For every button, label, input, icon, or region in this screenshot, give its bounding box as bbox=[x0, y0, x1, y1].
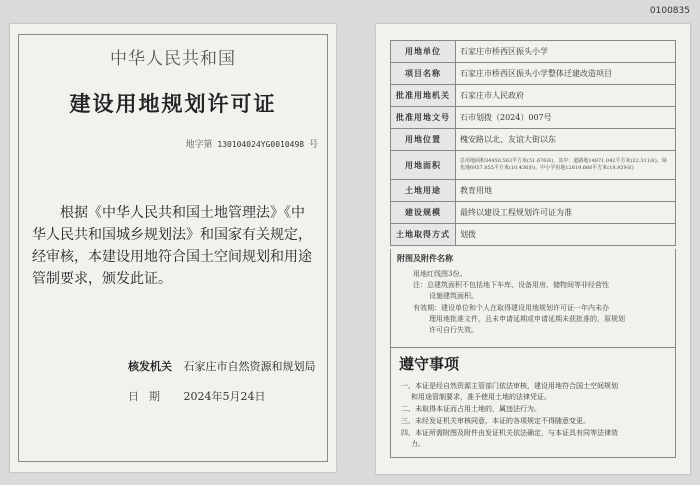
attachments-section bbox=[390, 249, 676, 348]
notice-item: 二、未取得本证而占用土地的，属违法行为。 bbox=[401, 405, 541, 413]
issuer-label: 核发机关 bbox=[128, 360, 172, 373]
date-value: 2024年5月24日 bbox=[183, 390, 266, 403]
row-value: 石家庄市桥西区振头小学整体迁建改造项目 bbox=[456, 63, 676, 85]
number-prefix: 地字第 bbox=[185, 140, 213, 150]
row-key: 用地位置 bbox=[391, 129, 456, 151]
row-key: 批准用地机关 bbox=[391, 85, 456, 107]
row-key: 土地取得方式 bbox=[391, 224, 456, 246]
notice-item: 三、未经发证机关审核同意，本证的各项规定不得随意变更。 bbox=[401, 417, 590, 425]
issuer-value: 石家庄市自然资源和规划局 bbox=[183, 360, 316, 373]
certificate-body-text: 根据《中华人民共和国土地管理法》《中华人民共和国城乡规划法》和国家有关规定，经审核，本建设用地符合国土空间规划和用途管制要求，颁发此证。 bbox=[32, 205, 312, 287]
row-key: 用地单位 bbox=[391, 41, 456, 63]
row-value: 总用地面积34450.563平方米(51.676亩)，其中：道路地14871.042平方米(22.311亩)，绿化地6957.855平方米(10.436亩)，中小学用地12619.666平方米(18.929亩) bbox=[456, 151, 676, 180]
document-number: 0100835 bbox=[649, 6, 690, 16]
certificate-detail-page bbox=[376, 24, 690, 474]
table-row bbox=[391, 107, 676, 129]
attachment-line: 理用地批准文件，且未申请延期或申请延期未获批准的，原规划 bbox=[429, 315, 625, 323]
notice-item: 和用途管制要求，准予使用土地的法律凭证。 bbox=[411, 393, 551, 401]
row-value: 石家庄市桥西区振头小学 bbox=[456, 41, 676, 63]
attachments-heading: 附图及附件名称 bbox=[397, 254, 453, 263]
attachment-line: 用地红线图3份。 bbox=[413, 270, 467, 278]
row-key: 项目名称 bbox=[391, 63, 456, 85]
notice-item: 一、本证是经自然资源主管部门依法审核，建设用地符合国土空间规划 bbox=[401, 382, 618, 390]
row-value: 划拨 bbox=[456, 224, 676, 246]
attachment-line: 设施建筑面积。 bbox=[429, 292, 478, 300]
notice-heading: 遵守事项 bbox=[399, 355, 460, 373]
row-value: 槐安路以北、友谊大街以东 bbox=[456, 129, 676, 151]
row-value: 石市划拨（2024）007号 bbox=[456, 107, 676, 129]
table-row bbox=[391, 151, 676, 180]
issue-date bbox=[128, 388, 266, 404]
number-value: 130104024YG0010498 bbox=[217, 140, 305, 149]
attachment-line: 有效期：建设单位和个人在取得建设用地规划许可证一年内未办 bbox=[413, 304, 609, 312]
table-row bbox=[391, 202, 676, 224]
table-row bbox=[391, 85, 676, 107]
notice-item: 力。 bbox=[411, 440, 425, 448]
table-row bbox=[391, 180, 676, 202]
certificate-number bbox=[186, 137, 318, 150]
row-key: 用地面积 bbox=[391, 151, 456, 180]
table-row bbox=[391, 63, 676, 85]
attachment-line: 许可自行失效。 bbox=[429, 326, 478, 334]
row-key: 建设规模 bbox=[391, 202, 456, 224]
notice-section bbox=[390, 347, 676, 458]
row-key: 土地用途 bbox=[391, 180, 456, 202]
row-value: 教育用地 bbox=[456, 180, 676, 202]
certificate-cover-page bbox=[10, 24, 336, 472]
row-value: 石家庄市人民政府 bbox=[456, 85, 676, 107]
country-title: 中华人民共和国 bbox=[110, 49, 236, 69]
issuer bbox=[128, 358, 316, 374]
land-info-table bbox=[390, 40, 676, 246]
certificate-title: 建设用地规划许可证 bbox=[69, 91, 277, 116]
notice-item: 四、本证所需附图及附件由发证机关依法确定，与本证具有同等法律效 bbox=[401, 429, 618, 437]
attachment-line: 注：总建筑面积不包括地下车库、设备用房、储物间等非经营性 bbox=[413, 281, 609, 289]
date-label: 日期 bbox=[128, 390, 170, 403]
table-row bbox=[391, 129, 676, 151]
table-row bbox=[391, 41, 676, 63]
number-suffix: 号 bbox=[308, 140, 318, 150]
row-key: 批准用地文号 bbox=[391, 107, 456, 129]
table-row bbox=[391, 224, 676, 246]
row-value: 最终以建设工程规划许可证为准 bbox=[456, 202, 676, 224]
